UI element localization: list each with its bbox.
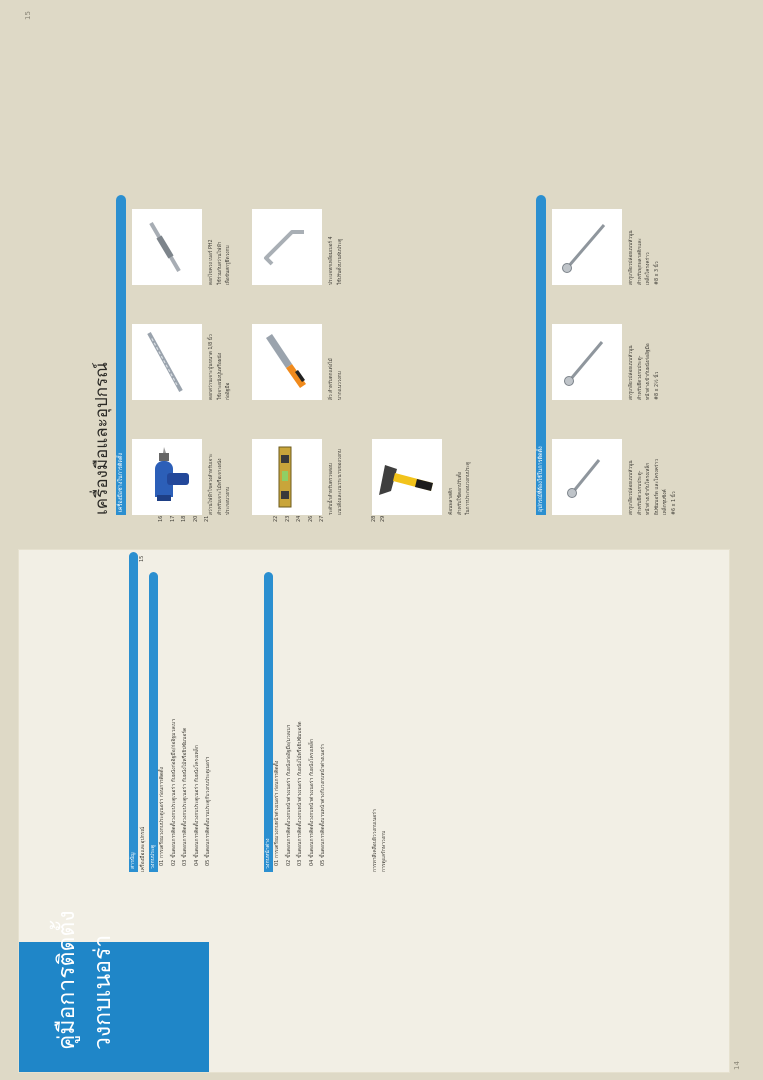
caption-line: สำหรับพุกพลาสติกและ	[637, 238, 643, 285]
toc-row-label: 05 ขั้นตอนการติดตั้งบานหน้าต่างกับวงกบหน้าต่างเนอร่า	[320, 744, 326, 866]
caption-line: ดอกไขควง เบอร์ PH2	[209, 239, 214, 285]
toc-row-page: 28	[371, 515, 377, 522]
tool-card-caption	[448, 430, 474, 515]
toc-row-page: 22	[273, 515, 279, 522]
tool-card-caption	[328, 430, 345, 515]
tools-heading: เครื่องมือช่างในการติดตั้ง	[116, 195, 126, 515]
screw-large-icon	[560, 217, 614, 277]
caption-line: หน้าต่างเข้ากับผนังก่ออิฐมือ	[646, 343, 652, 400]
level-icon	[273, 445, 301, 509]
hardware-heading: อุปกรณ์ที่ต้องใช้ในการติดตั้ง	[536, 195, 546, 515]
screwdriver-bit-icon	[145, 217, 189, 277]
caption-line: ใช้เจาะผนังปูนหรือผนัง	[217, 352, 223, 400]
toc-row-label: 04 ขั้นตอนการติดตั้งวงกบหน้าต่างเนอร่า กับผนังโครงเหล็ก	[308, 738, 315, 866]
toc-row-label: 03 ขั้นตอนการติดตั้งวงกบหน้าต่างเนอร่า กับผนังไม้หรือยิปซัมบอร์ด	[297, 721, 303, 866]
tool-card-caption	[208, 430, 234, 515]
caption-line: ในการประกอบวงกบประตู	[466, 461, 472, 515]
left-page-number: 14	[733, 1061, 741, 1070]
caption-line: ประแจหกเหลี่ยมเบอร์ 4	[329, 236, 334, 285]
screw-card-thumbnail	[552, 324, 622, 400]
caption-line: #6 x 1 นิ้ว	[671, 491, 677, 515]
title-box	[19, 910, 209, 1072]
toc-row-page: 16	[158, 515, 164, 522]
screw-card-caption	[628, 430, 680, 515]
caption-line: #8 x 3 นิ้ว	[654, 261, 660, 285]
caption-line: ค้อนพลาสติก	[449, 487, 454, 515]
caption-line: เหล็กชุบซิงค์	[663, 489, 669, 515]
toc-row-page: 23	[284, 515, 291, 522]
tool-card-thumbnail	[132, 209, 202, 285]
caption-line: สำหรับใช้ตอกปรับตั้ง	[457, 471, 463, 515]
tool-card-caption	[208, 315, 234, 400]
toc-row-label: 01 การเตรียมวงกบประตูเนอร่า ก่อนการติดตั้ง	[159, 767, 165, 866]
tool-card-thumbnail	[132, 439, 202, 515]
chisel-icon	[260, 332, 314, 392]
screw-card-thumbnail	[552, 439, 622, 515]
caption-line: ประกอบวงกบ	[226, 486, 232, 515]
caption-line: ยิปซัมบอร์ด และโครงคร่าว	[654, 459, 660, 515]
caption-line: สำหรับยึดวงกบประตู-	[637, 470, 643, 515]
screw-card-thumbnail	[552, 209, 622, 285]
tool-card-caption	[328, 200, 345, 285]
caption-line: สว่านไฟฟ้าไขควงสำหรับเจาะ	[209, 453, 214, 515]
drill-bit-icon	[145, 329, 189, 395]
toc-row-page: 17	[169, 515, 176, 522]
screw-medium-icon	[562, 334, 612, 390]
toc-row-label: 01 การเตรียมวงกบหน้าต่างเนอร่า ก่อนการติดตั้ง	[274, 760, 280, 866]
hammer-icon	[375, 445, 439, 509]
toc-row-page: 24	[296, 515, 302, 522]
toc-row-label: การดูแลรักษาวงกบ	[380, 830, 387, 872]
toc-row-page: 27	[319, 515, 325, 522]
left-page	[0, 515, 763, 1080]
toc-row-page: 26	[307, 515, 314, 522]
toc-row-page: 29	[379, 515, 386, 522]
screw-card-caption	[628, 200, 662, 285]
caption-line: เพื่อขันสกรูยึดวงกบ	[226, 245, 232, 285]
toc-row-label: 03 ขั้นตอนการติดตั้งวงกบประตูเนอร่า กับผนังไม้หรือยิปซัมบอร์ด	[182, 727, 188, 866]
tool-card-thumbnail	[252, 439, 322, 515]
tool-card-thumbnail	[252, 324, 322, 400]
manual-title-line2: วงกบเนอร่า	[90, 934, 116, 1050]
caption-line: สกรูเกลียวปล่อยแบบหัวนูน	[629, 230, 634, 285]
tool-card-caption	[328, 315, 345, 400]
toc-row-label: 05 ขั้นตอนการติดตั้งบานประตูกับวงกบประตูเนอร่า	[205, 756, 211, 866]
caption-line: ระดับน้ำสำหรับตรวจสอบ	[329, 463, 334, 515]
caption-line: สำหรับเจาะไม้หรือเจาะผนัง	[217, 458, 223, 515]
caption-line: สกรูเกลียวปล่อยแบบหัวนูน	[629, 345, 634, 400]
page-title: เครื่องมือและอุปกรณ์	[92, 362, 112, 515]
caption-line: ก่ออิฐมือ	[226, 382, 232, 400]
caption-line: สิ่ว สำหรับตกแต่งไม้	[329, 358, 334, 400]
toc-row-label: 02 ขั้นตอนการติดตั้งวงกบหน้าต่างเนอร่า กับผนังก่ออิฐมือ/มวลเบา	[285, 724, 292, 866]
toc-row-label: 04 ขั้นตอนการติดตั้งวงกบประตูเนอร่า กับผนังโครงเหล็ก	[193, 745, 200, 866]
toc-section-header: วงกบหน้าต่าง	[264, 572, 273, 872]
tool-card-caption	[208, 200, 234, 285]
screw-small-icon	[565, 452, 609, 502]
toc-row-page: 20	[192, 515, 199, 522]
toc-row-label: การทาสีเคลือบผิววงกบเนอร่า	[372, 809, 378, 872]
caption-line: ใช้ปรับตั้งบานพับประตู	[337, 238, 343, 285]
toc-panel	[18, 515, 730, 1073]
hex-key-icon	[260, 222, 314, 272]
toc-row-page: 15	[139, 555, 145, 562]
toc-row-label: เครื่องมือและอุปกรณ์	[140, 827, 146, 872]
manual-title-line1: คู่มือการติดตั้ง	[54, 910, 80, 1050]
caption-line: สกรูเกลียวปล่อยแบบหัวนูน	[629, 460, 634, 515]
caption-line: ดอกสว่านเจาะปูนขนาด 1/8 นิ้ว	[209, 334, 214, 400]
caption-line: #8 x 2½ นิ้ว	[654, 371, 660, 400]
toc-row-page: 21	[204, 515, 210, 522]
toc-row-label: 02 ขั้นตอนการติดตั้งวงกบประตูเนอร่า กับผนังก่ออิฐมือ/ก่ออิฐมวลเบา	[170, 718, 177, 866]
toc-section-header: วงกบประตู	[149, 572, 158, 872]
caption-line: แนวดิ่งและแนวระนาบของวงกบ	[337, 449, 343, 515]
caption-line: หน้าต่างเข้ากับโครงเหล็ก	[646, 462, 652, 515]
tool-card-thumbnail	[252, 209, 322, 285]
caption-line: ใช้ร่วมกับสว่านไฟฟ้า	[217, 241, 223, 285]
caption-line: สำหรับยึดวงกบประตู-	[637, 355, 643, 400]
tool-card-thumbnail	[372, 439, 442, 515]
screw-card-caption	[628, 315, 662, 400]
tool-card-thumbnail	[132, 324, 202, 400]
right-page-number: 15	[24, 11, 32, 20]
drill-icon	[137, 447, 197, 507]
caption-line: บากแนววงกบ	[337, 371, 343, 400]
toc-row-page: 18	[181, 515, 187, 522]
toc-section-header: สารบัญ	[129, 552, 138, 872]
caption-line: เหล็กโครงคร่าว	[646, 252, 652, 285]
